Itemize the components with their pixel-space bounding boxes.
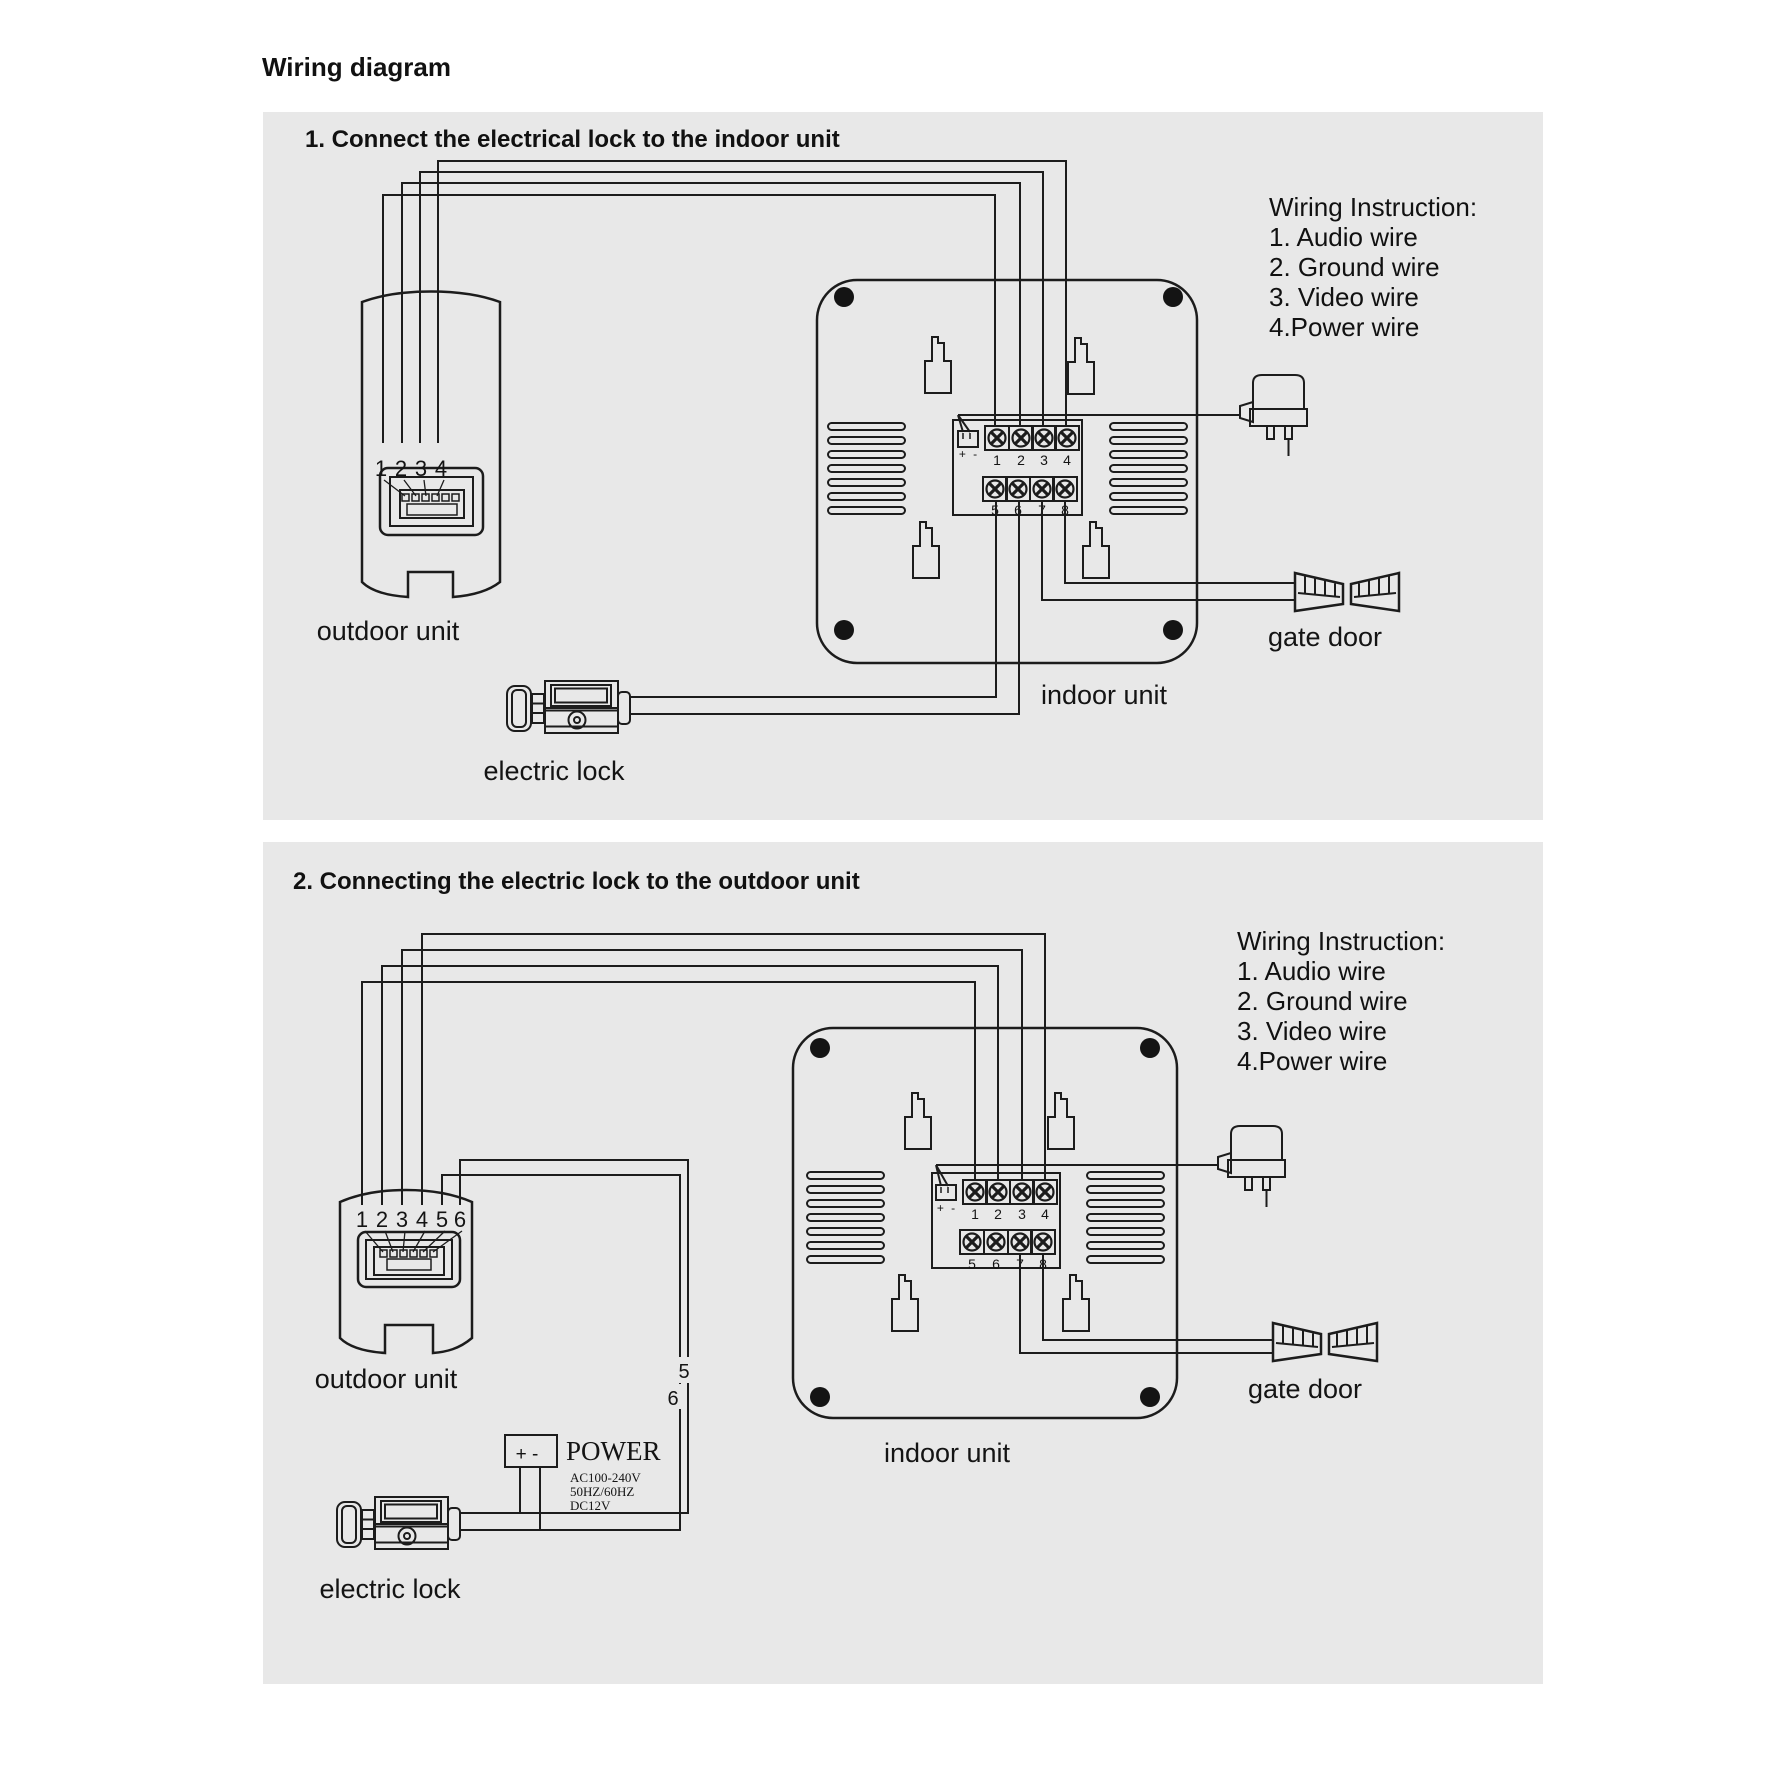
- diagram-1: [263, 112, 1543, 820]
- corner-screw: [834, 287, 854, 307]
- terminal-label: 3: [1018, 1206, 1026, 1222]
- pin-label: 3: [414, 456, 428, 481]
- mounting-hook: [892, 1275, 918, 1331]
- screw-terminal-6: [984, 1230, 1008, 1254]
- power-connector-socket: [936, 1185, 956, 1200]
- outdoor-unit: [315, 1190, 472, 1394]
- wire-audio: [362, 982, 975, 1205]
- corner-screws: [810, 1038, 1160, 1407]
- socket-pins: [402, 494, 459, 501]
- wiring-instruction-item: 3. Video wire: [1269, 282, 1419, 312]
- wiring-instruction-item: 2. Ground wire: [1237, 986, 1408, 1016]
- terminal-label: 4: [1041, 1206, 1049, 1222]
- power-plug-icon: [1218, 1126, 1285, 1207]
- wire-6-label: 6: [667, 1388, 679, 1410]
- power-spec: 50HZ/60HZ: [570, 1484, 635, 1499]
- terminal-label: 1: [971, 1206, 979, 1222]
- wiring-instruction-item: 1. Audio wire: [1269, 222, 1418, 252]
- indoor-unit: [817, 280, 1197, 710]
- mounting-hook: [925, 337, 951, 393]
- diagram-2: [263, 842, 1543, 1684]
- screw-terminal-1: [985, 426, 1009, 450]
- pin-label: 2: [394, 456, 408, 481]
- mounting-hook: [1083, 522, 1109, 578]
- corner-screw: [834, 620, 854, 640]
- wire-audio: [383, 195, 995, 443]
- polarity-label: + -: [936, 1201, 958, 1215]
- wire-gate-1: [1043, 1254, 1273, 1340]
- pin-label: 3: [395, 1207, 409, 1232]
- pin-label: 5: [435, 1207, 449, 1232]
- terminal-label: 6: [992, 1256, 1000, 1272]
- speaker-grille-right: [1110, 423, 1187, 514]
- mounting-hook: [905, 1093, 931, 1149]
- wiring-instruction-item: 2. Ground wire: [1269, 252, 1440, 282]
- screw-terminal-3: [1010, 1180, 1034, 1204]
- mounting-hook: [1048, 1093, 1074, 1149]
- terminal-label: 6: [1014, 502, 1022, 518]
- screw-terminal-7: [1030, 477, 1054, 501]
- wiring-instruction-item: 4.Power wire: [1269, 312, 1420, 342]
- screw-terminal-7: [1008, 1230, 1032, 1254]
- power-leads: [520, 1467, 540, 1530]
- screw-terminal-4: [1055, 426, 1079, 450]
- power-spec: DC12V: [570, 1498, 611, 1513]
- power-spec: AC100-240V: [570, 1470, 641, 1485]
- outdoor-unit: [317, 292, 500, 647]
- electric-lock-icon: [507, 681, 630, 733]
- wiring-instruction-item: 4.Power wire: [1237, 1046, 1388, 1076]
- screw-terminal-8: [1053, 477, 1077, 501]
- speaker-grille-right: [1087, 1172, 1164, 1263]
- corner-screw: [1140, 1387, 1160, 1407]
- wire-ground: [402, 183, 1020, 443]
- electric-lock-label: electric lock: [319, 1574, 461, 1604]
- indoor-unit-label: indoor unit: [1040, 680, 1168, 710]
- corner-screw: [1163, 287, 1183, 307]
- terminal-label: 8: [1061, 502, 1069, 518]
- gate-door-label: gate door: [1267, 622, 1383, 652]
- pin-label: 1: [374, 456, 388, 481]
- wiring-instruction-item: 1. Audio wire: [1237, 956, 1386, 986]
- screw-terminal-5: [960, 1230, 984, 1254]
- wire-lock-2: [630, 501, 1019, 714]
- gate-door-label: gate door: [1247, 1374, 1363, 1404]
- pin-label: 6: [453, 1207, 467, 1232]
- pin-label: 4: [415, 1207, 429, 1232]
- electric-lock-label: electric lock: [483, 756, 625, 786]
- screw-terminal-2: [1009, 426, 1033, 450]
- pin-label: 4: [434, 456, 448, 481]
- terminal-label: 7: [1016, 1256, 1024, 1272]
- terminal-label: 4: [1063, 452, 1071, 468]
- wire-5: [442, 1175, 680, 1530]
- panel2-heading: 2. Connecting the electric lock to the outdoor unit: [293, 868, 860, 895]
- wire-5-label: 5: [678, 1361, 690, 1383]
- indoor-unit-label: indoor unit: [883, 1438, 1011, 1468]
- power-supply-box: [505, 1435, 661, 1530]
- outdoor-unit-label: outdoor unit: [316, 616, 460, 646]
- terminal-label: 2: [994, 1206, 1002, 1222]
- outdoor-unit-label: outdoor unit: [314, 1364, 458, 1394]
- corner-screw: [1163, 620, 1183, 640]
- screw-terminal-4: [1033, 1180, 1057, 1204]
- wiring-instruction-item: 3. Video wire: [1237, 1016, 1387, 1046]
- electric-lock-icon: [337, 1497, 460, 1549]
- screw-terminal-1: [963, 1180, 987, 1204]
- wire-ground: [382, 966, 998, 1205]
- pin-leader-lines: [365, 1231, 462, 1252]
- terminal-label: 3: [1040, 452, 1048, 468]
- socket-pins: [380, 1250, 437, 1257]
- wiring-instruction-title: Wiring Instruction:: [1237, 926, 1446, 956]
- wire-lock-1: [630, 501, 996, 697]
- wire-power: [438, 161, 1066, 443]
- outdoor-socket: [356, 1207, 466, 1287]
- terminal-label: 7: [1038, 502, 1046, 518]
- screw-terminal-6: [1006, 477, 1030, 501]
- corner-screws: [834, 287, 1183, 640]
- indoor-unit: [793, 1028, 1177, 1468]
- screw-terminal-5: [983, 477, 1007, 501]
- wiring-instruction-title: Wiring Instruction:: [1269, 192, 1478, 222]
- speaker-grille-left: [807, 1172, 884, 1263]
- corner-screw: [1140, 1038, 1160, 1058]
- panel1-heading: 1. Connect the electrical lock to the indoor unit: [305, 126, 840, 153]
- wires-outdoor-to-indoor: [383, 161, 1066, 443]
- terminal-label: 5: [991, 502, 999, 518]
- wire-video: [402, 950, 1022, 1205]
- mounting-hook: [1063, 1275, 1089, 1331]
- corner-screw: [810, 1387, 830, 1407]
- wire-video: [420, 172, 1043, 443]
- power-title: POWER: [566, 1436, 661, 1466]
- panel-connect-lock-outdoor: [263, 842, 1543, 1684]
- page-title: Wiring diagram: [262, 52, 452, 82]
- mounting-hook: [1068, 338, 1094, 394]
- power-polarity-label: + -: [515, 1444, 539, 1465]
- panel-connect-lock-indoor: [263, 112, 1543, 820]
- terminal-label: 8: [1039, 1256, 1047, 1272]
- gate-door-icon: [1273, 1323, 1377, 1361]
- screw-terminal-2: [986, 1180, 1010, 1204]
- power-connector-socket: [958, 431, 978, 447]
- outdoor-socket: [375, 456, 483, 535]
- terminal-label: 1: [993, 452, 1001, 468]
- pin-label: 2: [375, 1207, 389, 1232]
- mounting-hook: [913, 522, 939, 578]
- power-plug-icon: [1240, 375, 1307, 456]
- terminal-label: 5: [968, 1256, 976, 1272]
- screw-terminal-8: [1031, 1230, 1055, 1254]
- wire-power-adaptor: [936, 1165, 1218, 1186]
- gate-door-icon: [1295, 573, 1399, 611]
- terminal-block: [953, 420, 1082, 518]
- terminal-label: 2: [1017, 452, 1025, 468]
- terminal-block: [932, 1173, 1060, 1272]
- screw-terminal-3: [1032, 426, 1056, 450]
- corner-screw: [810, 1038, 830, 1058]
- pin-label: 1: [355, 1207, 369, 1232]
- speaker-grille-left: [828, 423, 905, 514]
- polarity-label: + -: [958, 447, 980, 461]
